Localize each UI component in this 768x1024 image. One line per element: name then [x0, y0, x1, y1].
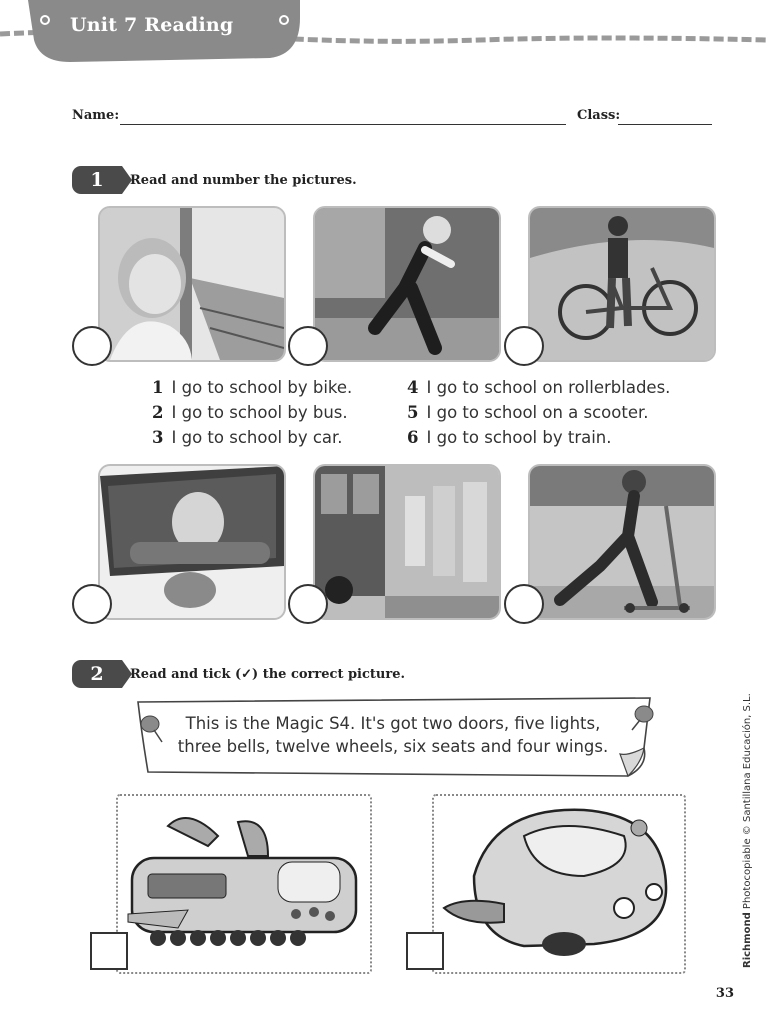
answer-circle-6[interactable] — [504, 584, 544, 624]
exercise-1-number: 1 — [72, 166, 122, 194]
sentence-3: 3 I go to school by car. — [152, 428, 343, 447]
header-banner — [0, 0, 768, 80]
round-car-vehicle-illustration — [434, 796, 684, 972]
sentence-1: 1 I go to school by bike. — [152, 378, 353, 397]
sentence-6: 6 I go to school by train. — [407, 428, 612, 447]
unit-title: Unit 7 Reading — [70, 14, 234, 36]
photo-train — [98, 206, 286, 362]
photo-bike — [528, 206, 716, 362]
photo-car — [98, 464, 286, 620]
description-note — [128, 696, 658, 780]
name-field[interactable] — [120, 124, 566, 125]
photo-rollerblades — [313, 206, 501, 362]
page-number: 33 — [715, 986, 734, 1001]
exercise-2-number: 2 — [72, 660, 122, 688]
sentence-2: 2 I go to school by bus. — [152, 403, 348, 422]
answer-circle-4[interactable] — [72, 584, 112, 624]
tick-box-1[interactable] — [90, 932, 128, 970]
copyright-side-text — [742, 693, 753, 968]
class-label: Class: — [577, 108, 621, 123]
photo-scooter — [528, 464, 716, 620]
bus-vehicle-illustration — [118, 796, 370, 972]
answer-circle-3[interactable] — [504, 326, 544, 366]
answer-circle-5[interactable] — [288, 584, 328, 624]
name-label: Name: — [72, 108, 120, 123]
vehicle-option-2 — [432, 794, 686, 974]
side-brand: Richmond — [742, 912, 753, 968]
exercise-1-instruction: Read and number the pictures. — [130, 173, 357, 188]
answer-circle-2[interactable] — [288, 326, 328, 366]
note-line-1: This is the Magic S4. It's got two doors, five lights, — [185, 714, 601, 733]
side-copyright: Photocopiable © Santillana Educación, S.L. — [742, 693, 753, 910]
photo-bus — [313, 464, 501, 620]
answer-circle-1[interactable] — [72, 326, 112, 366]
exercise-2-instruction: Read and tick (✓) the correct picture. — [130, 667, 406, 682]
note-line-2: three bells, twelve wheels, six seats and four wings. — [177, 737, 609, 756]
vehicle-option-1 — [116, 794, 372, 974]
tick-box-2[interactable] — [406, 932, 444, 970]
sentence-5: 5 I go to school on a scooter. — [407, 403, 649, 422]
class-field[interactable] — [618, 124, 712, 125]
sentence-4: 4 I go to school on rollerblades. — [407, 378, 671, 397]
